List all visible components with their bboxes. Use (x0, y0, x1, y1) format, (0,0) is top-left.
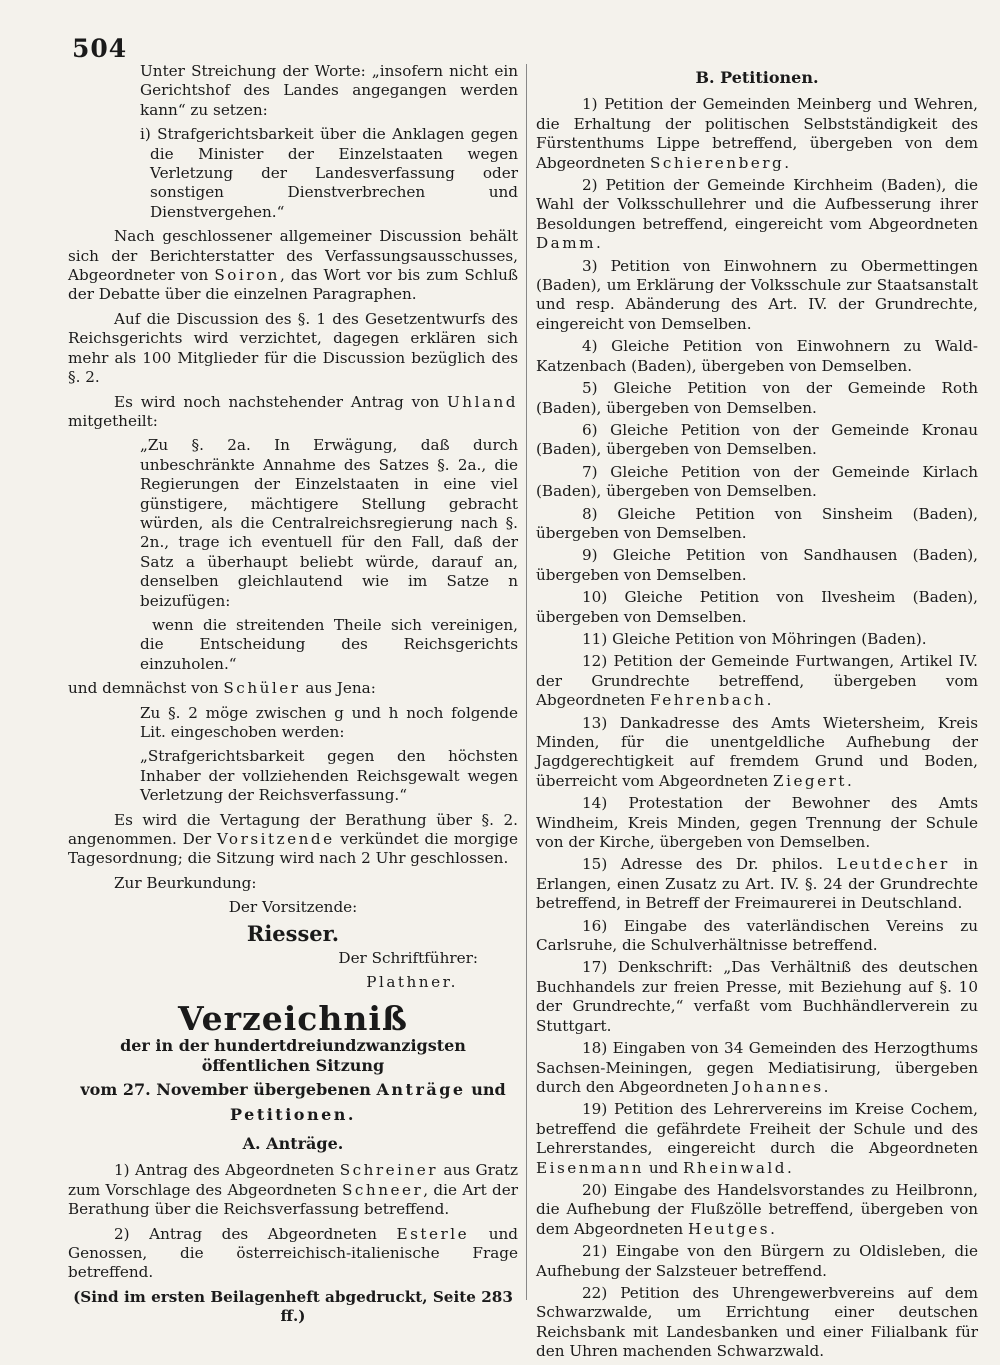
chair-name: Riesser. (246, 920, 340, 946)
motion-item: 2) Antrag des Abgeordneten Esterle und Genossen, die österreichisch-italienische Frage betreffend. (68, 1224, 518, 1282)
petition-item: 11) Gleiche Petition von Möhringen (Baden). (582, 629, 927, 648)
person-name: Soiron (214, 266, 280, 285)
secretary-name: Plathner. (366, 973, 458, 992)
petition-item: 1) Petition der Gemeinden Meinberg und Wehren, die Erhaltung der politischen Selbstständigkeit des Fürstenthums Lippe betreffend, übergeben von dem Abgeordneten Schierenberg. (536, 95, 978, 172)
paragraph: Nach geschlossener allgemeiner Discussion behält sich der Berichterstatter des Verfassungsausschusses, Abgeordneter von Soiron, das Wort vor bis zum Schluß der Debatte über die einzelnen Paragraphen. (68, 227, 518, 304)
paragraph: Es wird noch nachstehender Antrag von Uhland mitgetheilt: (68, 392, 518, 430)
chair-label: Der Vorsitzende: (228, 898, 358, 917)
section-heading-b: B. Petitionen. (695, 68, 819, 87)
motion-item: 1) Antrag des Abgeordneten Schreiner aus Gratz zum Vorschlage des Abgeordneten Schneer, die Art der Berathung über die Reichsverfassung betreffend. (68, 1161, 518, 1219)
person-name: Fehrenbach (650, 691, 767, 710)
person-name: Rheinwald (682, 1158, 787, 1177)
petition-item: 14) Protestation der Bewohner des Amts Windheim, Kreis Minden, gegen Trennung der Schule von der Kirche, übergeben von Demselben. (536, 794, 978, 852)
person-name: Heutges (687, 1219, 771, 1238)
paragraph: Auf die Discussion des §. 1 des Gesetzentwurfs des Reichsgerichts wird verzichtet, dagegen erklären sich mehr als 100 Mitglieder für die Discussion bezüglich des §. 2. (68, 309, 518, 387)
petition-item: 17) Denkschrift: „Das Verhältniß des deutschen Buchhandels zur freien Presse, mit Beziehung auf §. 10 der Grundrechte,“ verfaßt vom Buchhändlerverein zu Stuttgart. (536, 958, 978, 1035)
petition-item: 12) Petition der Gemeinde Furtwangen, Artikel IV. der Grundrechte betreffend, übergeben vom Abgeordneten Fehrenbach. (536, 652, 978, 710)
petition-item: 9) Gleiche Petition von Sandhausen (Baden), übergeben von Demselben. (536, 546, 978, 584)
person-name: Damm (536, 234, 597, 253)
paragraph: Es wird die Vertagung der Berathung über §. 2. angenommen. Der Vorsitzende verkündet die morgige Tagesordnung; die Sitzung wird nach 2 Uhr geschlossen. (68, 810, 518, 868)
left-column (68, 62, 518, 1332)
column-divider (526, 64, 527, 1300)
section-heading-a: A. Anträge. (242, 1133, 344, 1153)
person-name: Esterle (396, 1224, 470, 1243)
petition-item: 16) Eingabe des vaterländischen Vereins zu Carlsruhe, die Schulverhältnisse betreffend. (536, 916, 978, 955)
petition-item: 3) Petition von Einwohnern zu Obermettingen (Baden), um Erklärung der Volksschule zur Staatsanstalt und resp. Abänderung des Art. IV. der Grundrechte, eingereicht von Demselben. (536, 256, 978, 333)
petition-item: 21) Eingabe von den Bürgern zu Oldisleben, die Aufhebung der Salzsteuer betreffend. (536, 1242, 978, 1280)
petition-item: 6) Gleiche Petition von der Gemeinde Kronau (Baden), übergeben von Demselben. (536, 420, 978, 459)
person-name: Schierenberg (650, 153, 785, 172)
petition-item: 7) Gleiche Petition von der Gemeinde Kirlach (Baden), übergeben von Demselben. (536, 462, 978, 501)
index-subtitle: der in der hundertdreiundzwanzigsten öffentlichen Sitzung (120, 1036, 466, 1075)
petition-item: 4) Gleiche Petition von Einwohnern zu Wald-Katzenbach (Baden), übergeben von Demselben. (536, 337, 978, 375)
quote-paragraph: wenn die streitenden Theile sich vereinigen, die Entscheidung des Reichsgerichts einzuholen.“ (140, 615, 518, 673)
index-subtitle: vom 27. November übergebenen Anträge und (80, 1080, 506, 1100)
right-column (536, 62, 978, 1365)
petition-item: 8) Gleiche Petition von Sinsheim (Baden), übergeben von Demselben. (536, 504, 978, 542)
petition-item: 13) Dankadresse des Amts Wietersheim, Kreis Minden, für die unentgeldliche Aufhebung der Jagdgerechtigkeit auf fremdem Grund und Boden, überreicht vom Abgeordneten Ziegert. (536, 713, 978, 790)
person-name: Ziegert (773, 771, 848, 790)
page-number: 504 (72, 34, 128, 63)
person-name: Uhland (447, 392, 518, 411)
petition-item: 18) Eingaben von 34 Gemeinden des Herzogthums Sachsen-Meiningen, gegen Mediatisirung, übergeben durch den Abgeordneten Johannes. (536, 1039, 978, 1096)
petition-item: 15) Adresse des Dr. philos. Leutdecher in Erlangen, einen Zusatz zu Art. IV. §. 24 der Grundrechte betreffend, in Betreff der Freimaurerei in Deutschland. (536, 855, 978, 913)
secretary-label: Der Schriftführer: (338, 949, 478, 968)
paragraph: und demnächst von Schüler aus Jena: (68, 679, 376, 698)
paragraph: i) Strafgerichtsbarkeit über die Anklagen gegen die Minister der Einzelstaaten wegen Verletzung der Landesverfassung oder sonstigen Dienstverbrechen und Dienstvergehen.“ (140, 125, 518, 221)
petition-item: 10) Gleiche Petition von Ilvesheim (Baden), übergeben von Demselben. (536, 588, 978, 626)
petition-item: 20) Eingabe des Handelsvorstandes zu Heilbronn, die Aufhebung der Flußzölle betreffend, übergeben von dem Abgeordneten Heutges. (536, 1180, 978, 1238)
person-name: Johannes (733, 1077, 824, 1096)
index-title: Verzeichniß (178, 998, 408, 1038)
signature-intro: Zur Beurkundung: (114, 873, 257, 892)
petition-item: 22) Petition des Uhrengewerbvereins auf dem Schwarzwalde, um Errichtung einer deutschen Reichsbank mit Landesbanken und einer Filialbank für den Uhren machenden Schwarzwald. (536, 1283, 978, 1361)
person-name: Leutdecher (836, 855, 950, 874)
quote-paragraph: Zu §. 2 möge zwischen g und h noch folgende Lit. eingeschoben werden: (140, 703, 518, 741)
person-name: Schüler (223, 679, 301, 698)
role-name: Vorsitzende (216, 830, 335, 849)
person-name: Schreiner (339, 1161, 439, 1180)
print-note: (Sind im ersten Beilagenheft abgedruckt, Seite 283 ff.) (73, 1287, 513, 1326)
quote-paragraph: „Zu §. 2a. In Erwägung, daß durch unbeschränkte Annahme des Satzes §. 2a., die Regierungen der Einzelstaaten in eine viel günstigere, mächtigere Stellung gebracht würden, als die Centralreichsregierung nach §. 2n., trage ich eventuell für den Fall, daß der Satz a überhaupt beliebt würde, darauf an, denselben gleichlautend wie im Satze n beizufügen: (140, 436, 518, 610)
petition-item: 19) Petition des Lehrervereins im Kreise Cochem, betreffend die gefährdete Freiheit der Schule und des Lehrerstandes, eingereicht durch die Abgeordneten Eisenmann und Rheinwald. (536, 1100, 978, 1177)
quote-paragraph: „Strafgerichtsbarkeit gegen den höchsten Inhaber der vollziehenden Reichsgewalt wegen Verletzung der Reichsverfassung.“ (140, 747, 518, 805)
petition-item: 5) Gleiche Petition von der Gemeinde Roth (Baden), übergeben von Demselben. (536, 379, 978, 417)
person-name: Schneer (342, 1180, 424, 1199)
paragraph: Unter Streichung der Worte: „insofern nicht ein Gerichtshof des Landes angegangen werden kann“ zu setzen: (140, 62, 518, 119)
person-name: Eisenmann (536, 1158, 645, 1177)
petition-item: 2) Petition der Gemeinde Kirchheim (Baden), die Wahl der Volksschullehrer und die Aufbesserung ihrer Besoldungen betreffend, eingereicht vom Abgeordneten Damm. (536, 176, 978, 253)
index-subtitle: Petitionen. (230, 1104, 356, 1124)
